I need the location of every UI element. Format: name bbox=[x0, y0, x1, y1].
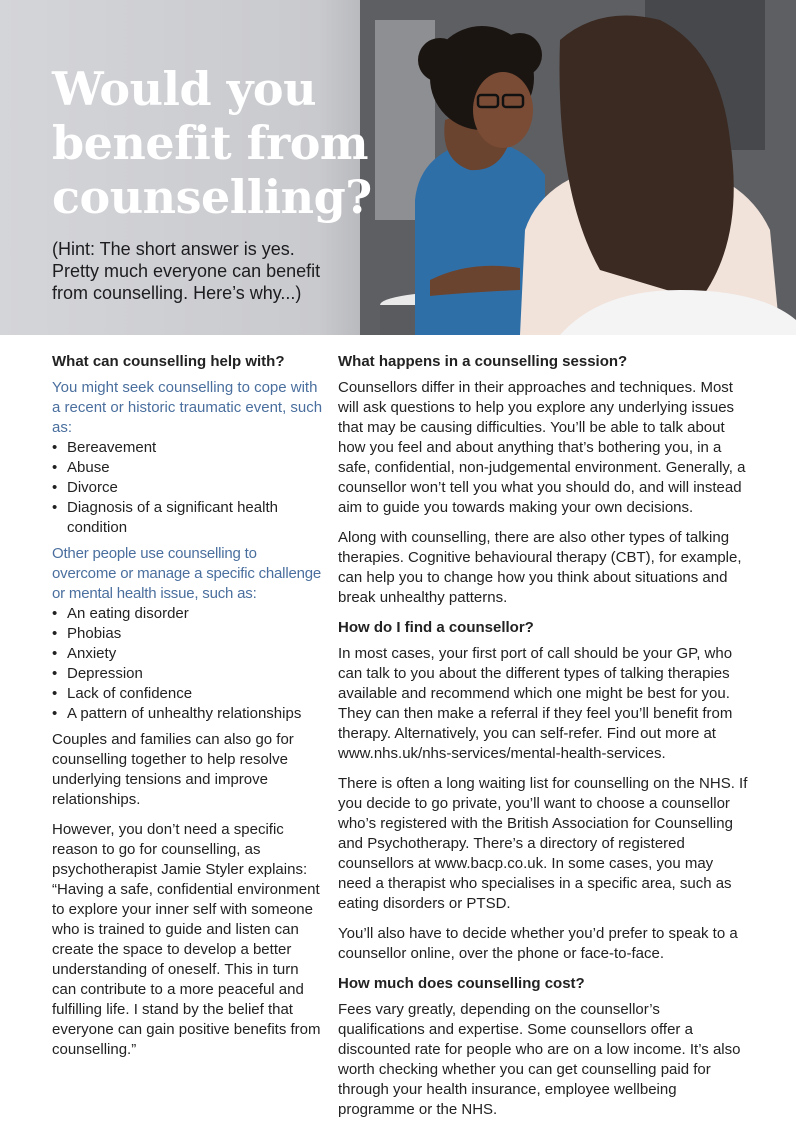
hero-banner bbox=[0, 0, 796, 335]
list-item: • Bereavement bbox=[52, 438, 324, 458]
body-paragraph: Along with counselling, there are also other types of talking therapies. Cognitive behavioural therapy (CBT), for example, can help you to change how you think about situations and break unhealthy patterns. bbox=[338, 529, 742, 606]
body-paragraph: In most cases, your first port of call should be your GP, who can talk to you about the different types of talking therapies available and recommend which one might be best for you. They can then make a referral if they feel you’ll benefit from therapy. Alternatively, you can self-refer. Find out more at www.nhs.uk/nhs-services/mental-health-services. bbox=[338, 645, 733, 762]
condition-list bbox=[52, 438, 324, 538]
section-heading: What happens in a counselling session? bbox=[338, 353, 628, 370]
intro-text: Other people use counselling to overcome or manage a specific challenge or mental health issue, such as: bbox=[52, 545, 322, 602]
intro-text: You might seek counselling to cope with a recent or historic traumatic event, such as: bbox=[52, 379, 323, 436]
list-item: • A pattern of unhealthy relationships bbox=[52, 704, 324, 724]
quote-paragraph: However, you don’t need a specific reason to go for counselling, as psychotherapist Jamie Styler explains: “Having a safe, confidential environment to explore your inner self with someone who is trained to guide and listen can create the space to develop a better understanding of oneself. This in turn can contribute to a more peaceful and fulfilling life. I stand by the belief that everyone can gain positive benefits from counselling.” bbox=[52, 821, 321, 1058]
left-column bbox=[52, 352, 324, 1070]
subtitle-line: from counselling. Here’s why...) bbox=[52, 283, 302, 303]
list-item: • Depression bbox=[52, 664, 324, 684]
right-column bbox=[338, 352, 748, 1130]
issue-list bbox=[52, 604, 324, 724]
section-heading: How do I find a counsellor? bbox=[338, 619, 534, 636]
section-heading: How much does counselling cost? bbox=[338, 975, 585, 992]
list-item: • Lack of confidence bbox=[52, 684, 324, 704]
page-subtitle bbox=[52, 238, 372, 304]
page-title-line: Would you bbox=[52, 62, 317, 116]
section-heading: What can counselling help with? bbox=[52, 353, 285, 370]
body-paragraph: You’ll also have to decide whether you’d prefer to speak to a counsellor online, over the phone or face-to-face. bbox=[338, 925, 738, 962]
page-title bbox=[52, 62, 382, 224]
subtitle-line: (Hint: The short answer is yes. bbox=[52, 239, 295, 259]
list-item: • An eating disorder bbox=[52, 604, 324, 624]
body-paragraph: Couples and families can also go for counselling together to help resolve underlying tensions and improve relationships. bbox=[52, 731, 294, 808]
page-title-line: benefit from bbox=[52, 116, 369, 170]
list-item: • Divorce bbox=[52, 478, 324, 498]
body-paragraph: Fees vary greatly, depending on the counsellor’s qualifications and expertise. Some counsellors offer a discounted rate for people who are on a low income. It’s also worth checking whether you can get counselling paid for through your health insurance, employee wellbeing programme or the NHS. bbox=[338, 1001, 741, 1118]
body-paragraph: Counsellors differ in their approaches and techniques. Most will ask questions to help you explore any underlying issues that may be causing difficulties. You’ll be able to talk about how you feel and about anything that’s bothering you, in a safe, confidential, non-judgemental environment. Generally, a counsellor won’t tell you what you should do, and will instead aim to guide you towards making your own decisions. bbox=[338, 379, 746, 516]
subtitle-line: Pretty much everyone can benefit bbox=[52, 261, 321, 281]
list-item: • Abuse bbox=[52, 458, 324, 478]
body-paragraph: There is often a long waiting list for counselling on the NHS. If you decide to go private, you’ll want to choose a counsellor who’s registered with the British Association for Counselling and Psychotherapy. There’s a directory of registered counsellors at www.bacp.co.uk. In some cases, you may need a therapist who specialises in a specific area, such as eating disorders or PTSD. bbox=[338, 775, 748, 912]
list-item: • Anxiety bbox=[52, 644, 324, 664]
list-item: • Diagnosis of a significant health condition bbox=[52, 498, 324, 538]
list-item: • Phobias bbox=[52, 624, 324, 644]
page-title-line: counselling? bbox=[52, 170, 372, 224]
